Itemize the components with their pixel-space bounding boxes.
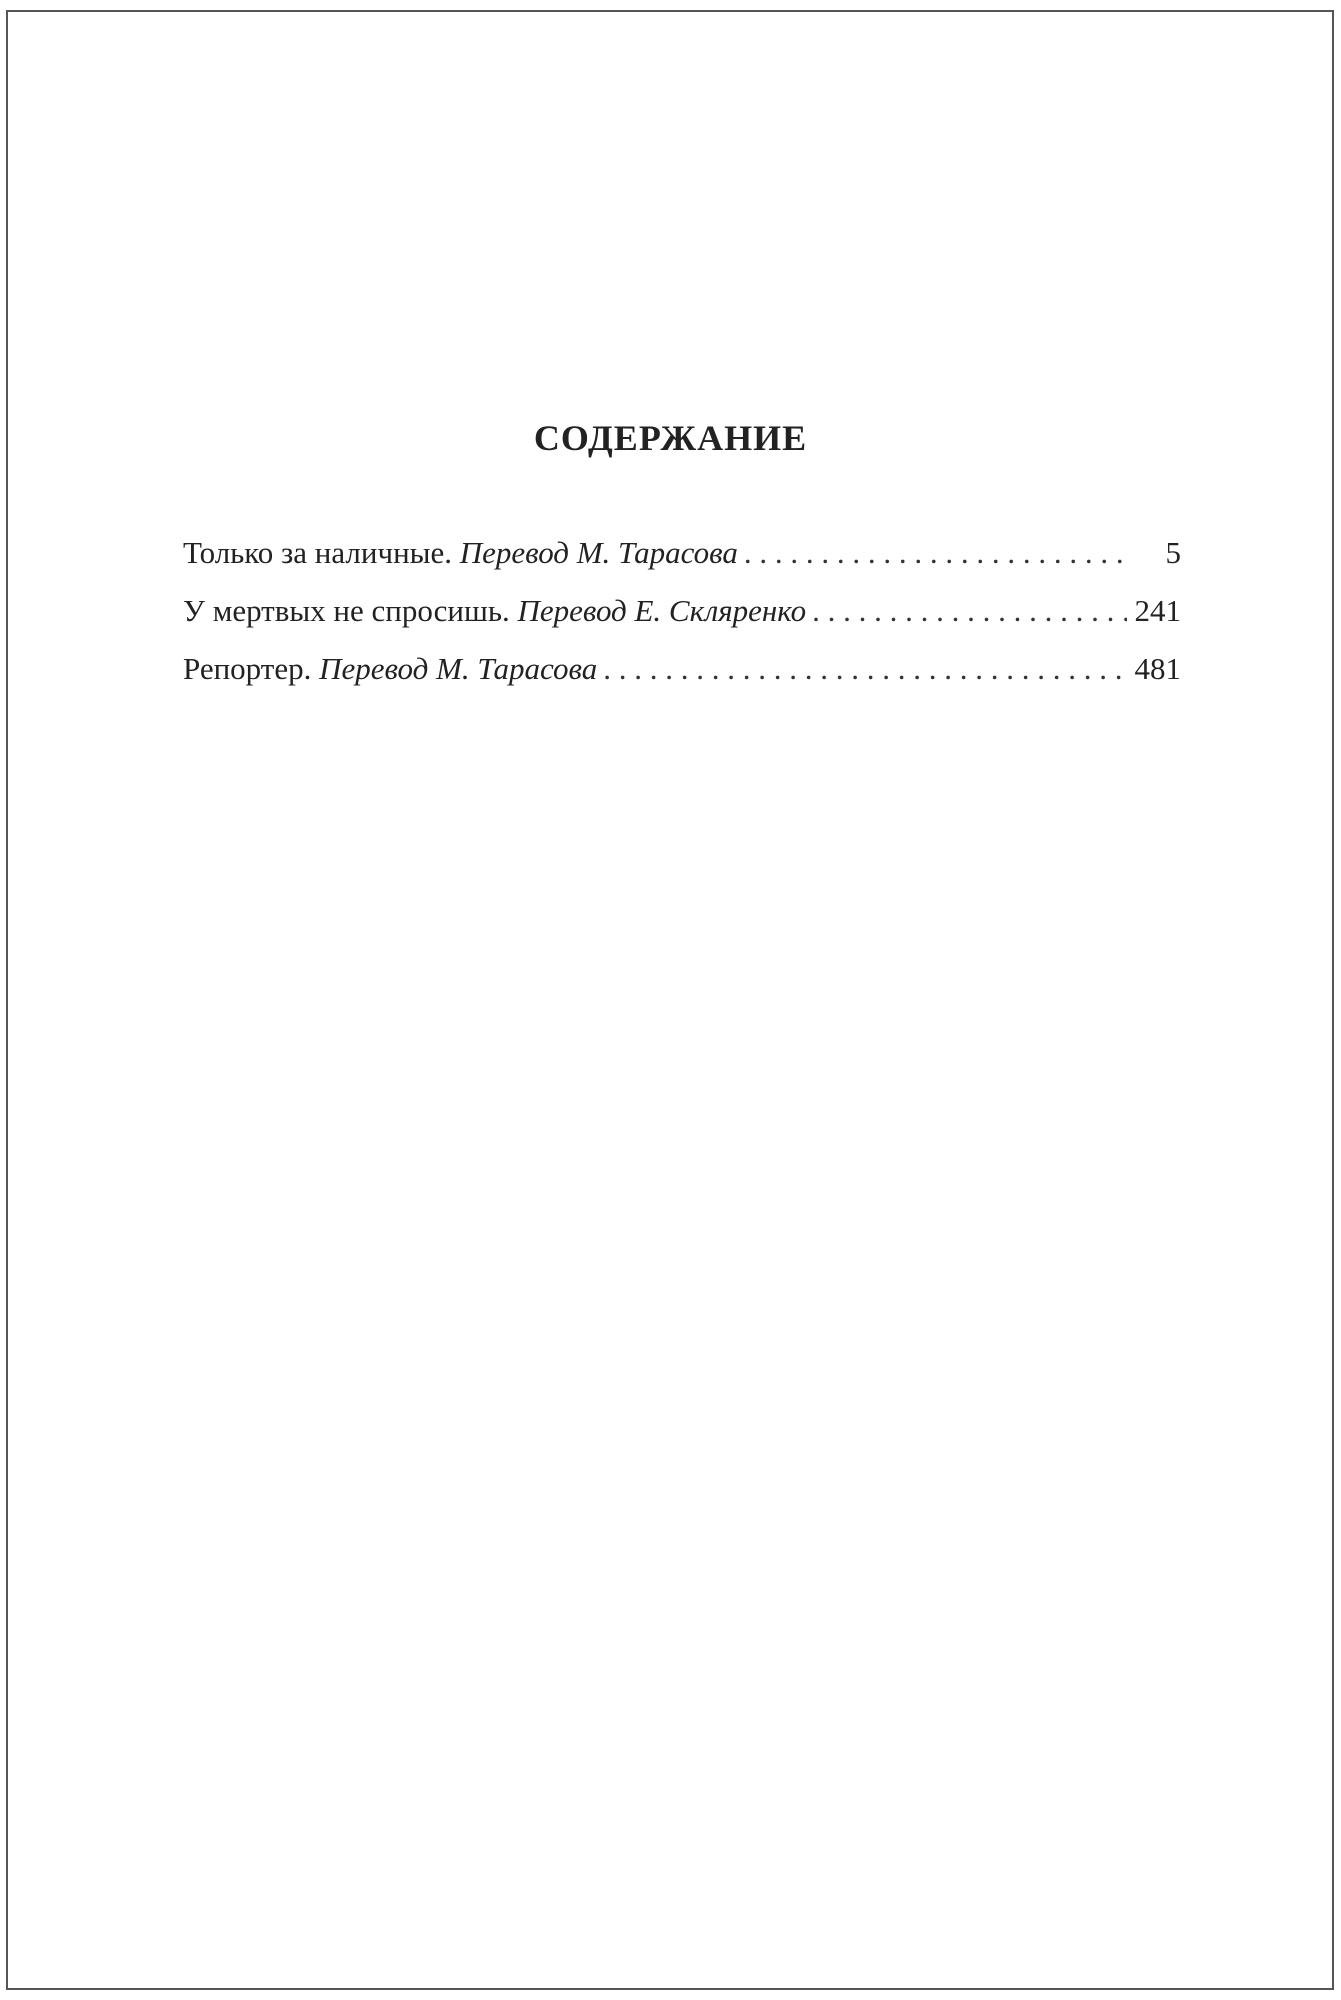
toc-entry-text: [183, 582, 806, 640]
toc-entry[interactable]: [183, 582, 1181, 640]
toc-entry-title: Только за наличные.: [183, 535, 452, 570]
toc-entry-translator: Перевод Е. Скляренко: [517, 593, 807, 628]
toc-leader-dots: [744, 524, 1127, 582]
toc-heading: СОДЕРЖАНИЕ: [533, 418, 808, 458]
toc-entry-page-number: 241: [1134, 593, 1181, 628]
toc-entry-page-number: 5: [1165, 535, 1181, 570]
toc-entry-text: [183, 524, 738, 582]
toc-entry-translator: Перевод М. Тарасова: [459, 535, 738, 570]
page-frame: [6, 10, 1334, 1990]
table-of-contents: [183, 524, 1181, 698]
toc-entry[interactable]: [183, 640, 1181, 698]
toc-leader-dots: [812, 582, 1127, 640]
toc-entry-page-number: 481: [1134, 651, 1181, 686]
toc-entry-title: Репортер.: [183, 651, 312, 686]
toc-entry[interactable]: [183, 524, 1181, 582]
toc-entry-translator: Перевод М. Тарасова: [319, 651, 598, 686]
toc-leader-dots: [603, 640, 1127, 698]
toc-entry-title: У мертвых не спросишь.: [183, 593, 510, 628]
toc-entry-text: [183, 640, 597, 698]
